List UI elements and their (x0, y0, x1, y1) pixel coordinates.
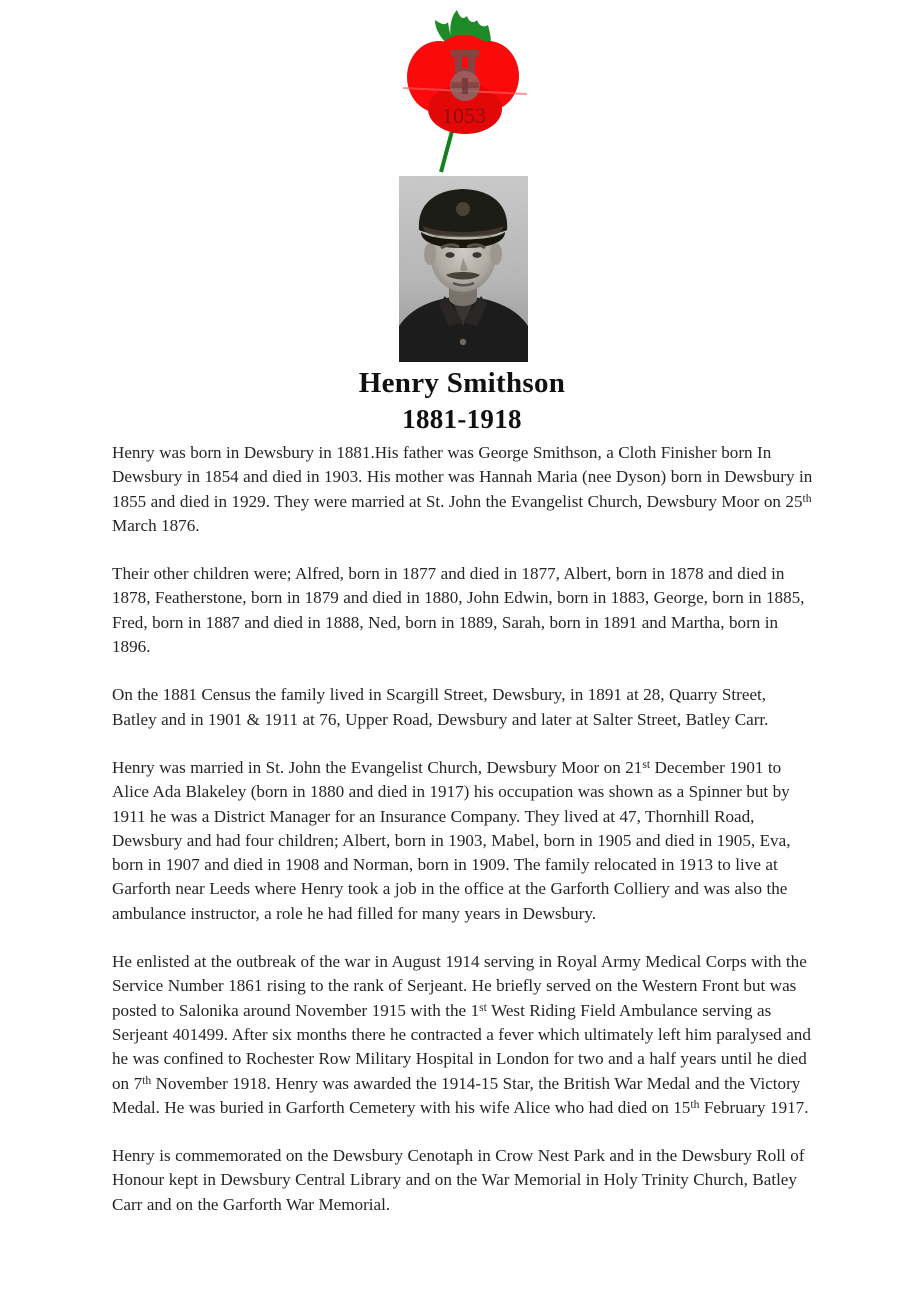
paragraph-commemoration: Henry is commemorated on the Dewsbury Cenotaph in Crow Nest Park and in the Dewsbury Roll of Honour kept in Dewsbury Central Library and on the War Memorial in Holy Trinity Church, Batley Carr and on the Garforth War Memorial. (112, 1146, 805, 1214)
page-subtitle-years: 1881-1918 (402, 404, 522, 435)
soldier-portrait-image (399, 176, 528, 362)
portrait-photo (399, 176, 528, 362)
biography-body (112, 441, 814, 1217)
ordinal-suffix: th (802, 491, 812, 505)
remembrance-poppy-icon (389, 2, 539, 174)
paragraph-birth-and-parents: Henry was born in Dewsbury in 1881.His father was George Smithson, a Cloth Finisher born In Dewsbury in 1854 and died in 1903. His mother was Hannah Maria (nee Dyson) born in Dewsbury in 1855 and died in 1929. They were married at St. John the Evangelist Church, Dewsbury Moor on 25th March 1876. (112, 443, 813, 535)
page-title: Henry Smithson (358, 367, 566, 399)
ordinal-suffix: st (642, 757, 651, 771)
ordinal-suffix: th (142, 1073, 152, 1087)
paragraph-war-service: He enlisted at the outbreak of the war in August 1914 serving in Royal Army Medical Corps with the Service Number 1861 rising to the rank of Serjeant. He briefly served on the Western Front but was posted to Salonika around November 1915 with the 1st West Riding Field Ambulance serving as Serjeant 401499. After six months there he contracted a fever which ultimately left him paralysed and he was confined to Rochester Row Military Hospital in London for two and a half years until he died on 7th November 1918. Henry was awarded the 1914-15 Star, the British War Medal and the Victory Medal. He was buried in Garforth Cemetery with his wife Alice who had died on 15th February 1917. (112, 952, 811, 1117)
paragraph-siblings: Their other children were; Alfred, born in 1877 and died in 1877, Albert, born in 1878 and died in 1878, Featherstone, born in 1879 and died in 1880, John Edwin, born in 1883, George, born in 1885, Fred, born in 1887 and died in 1888, Ned, born in 1889, Sarah, born in 1891 and Martha, born in 1896. (112, 564, 805, 657)
poppy-badge-number: 1053 (442, 103, 486, 128)
paragraph-marriage-and-family: Henry was married in St. John the Evangelist Church, Dewsbury Moor on 21st December 1901 to Alice Ada Blakeley (born in 1880 and died in 1917) his occupation was shown as a Spinner but by 1911 he was a District Manager for an Insurance Company. They lived at 47, Thornhill Road, Dewsbury and had four children; Albert, born in 1903, Mabel, born in 1905 and died in 1905, Eva, born in 1907 and died in 1908 and Norman, born in 1909. The family relocated in 1913 to live at Garforth near Leeds where Henry took a job in the office at the Garforth Colliery and was also the ambulance instructor, a role he had filled for many years in Dewsbury. (112, 757, 791, 923)
paragraph-census-addresses: On the 1881 Census the family lived in Scargill Street, Dewsbury, in 1891 at 28, Quarry Street, Batley and in 1901 & 1911 at 76, Upper Road, Dewsbury and later at Salter Street, Batley Carr. (112, 685, 769, 729)
ordinal-suffix: st (479, 1000, 487, 1014)
remembrance-poppy-badge (389, 2, 539, 174)
title-block (0, 366, 924, 437)
ordinal-suffix: th (690, 1097, 700, 1111)
